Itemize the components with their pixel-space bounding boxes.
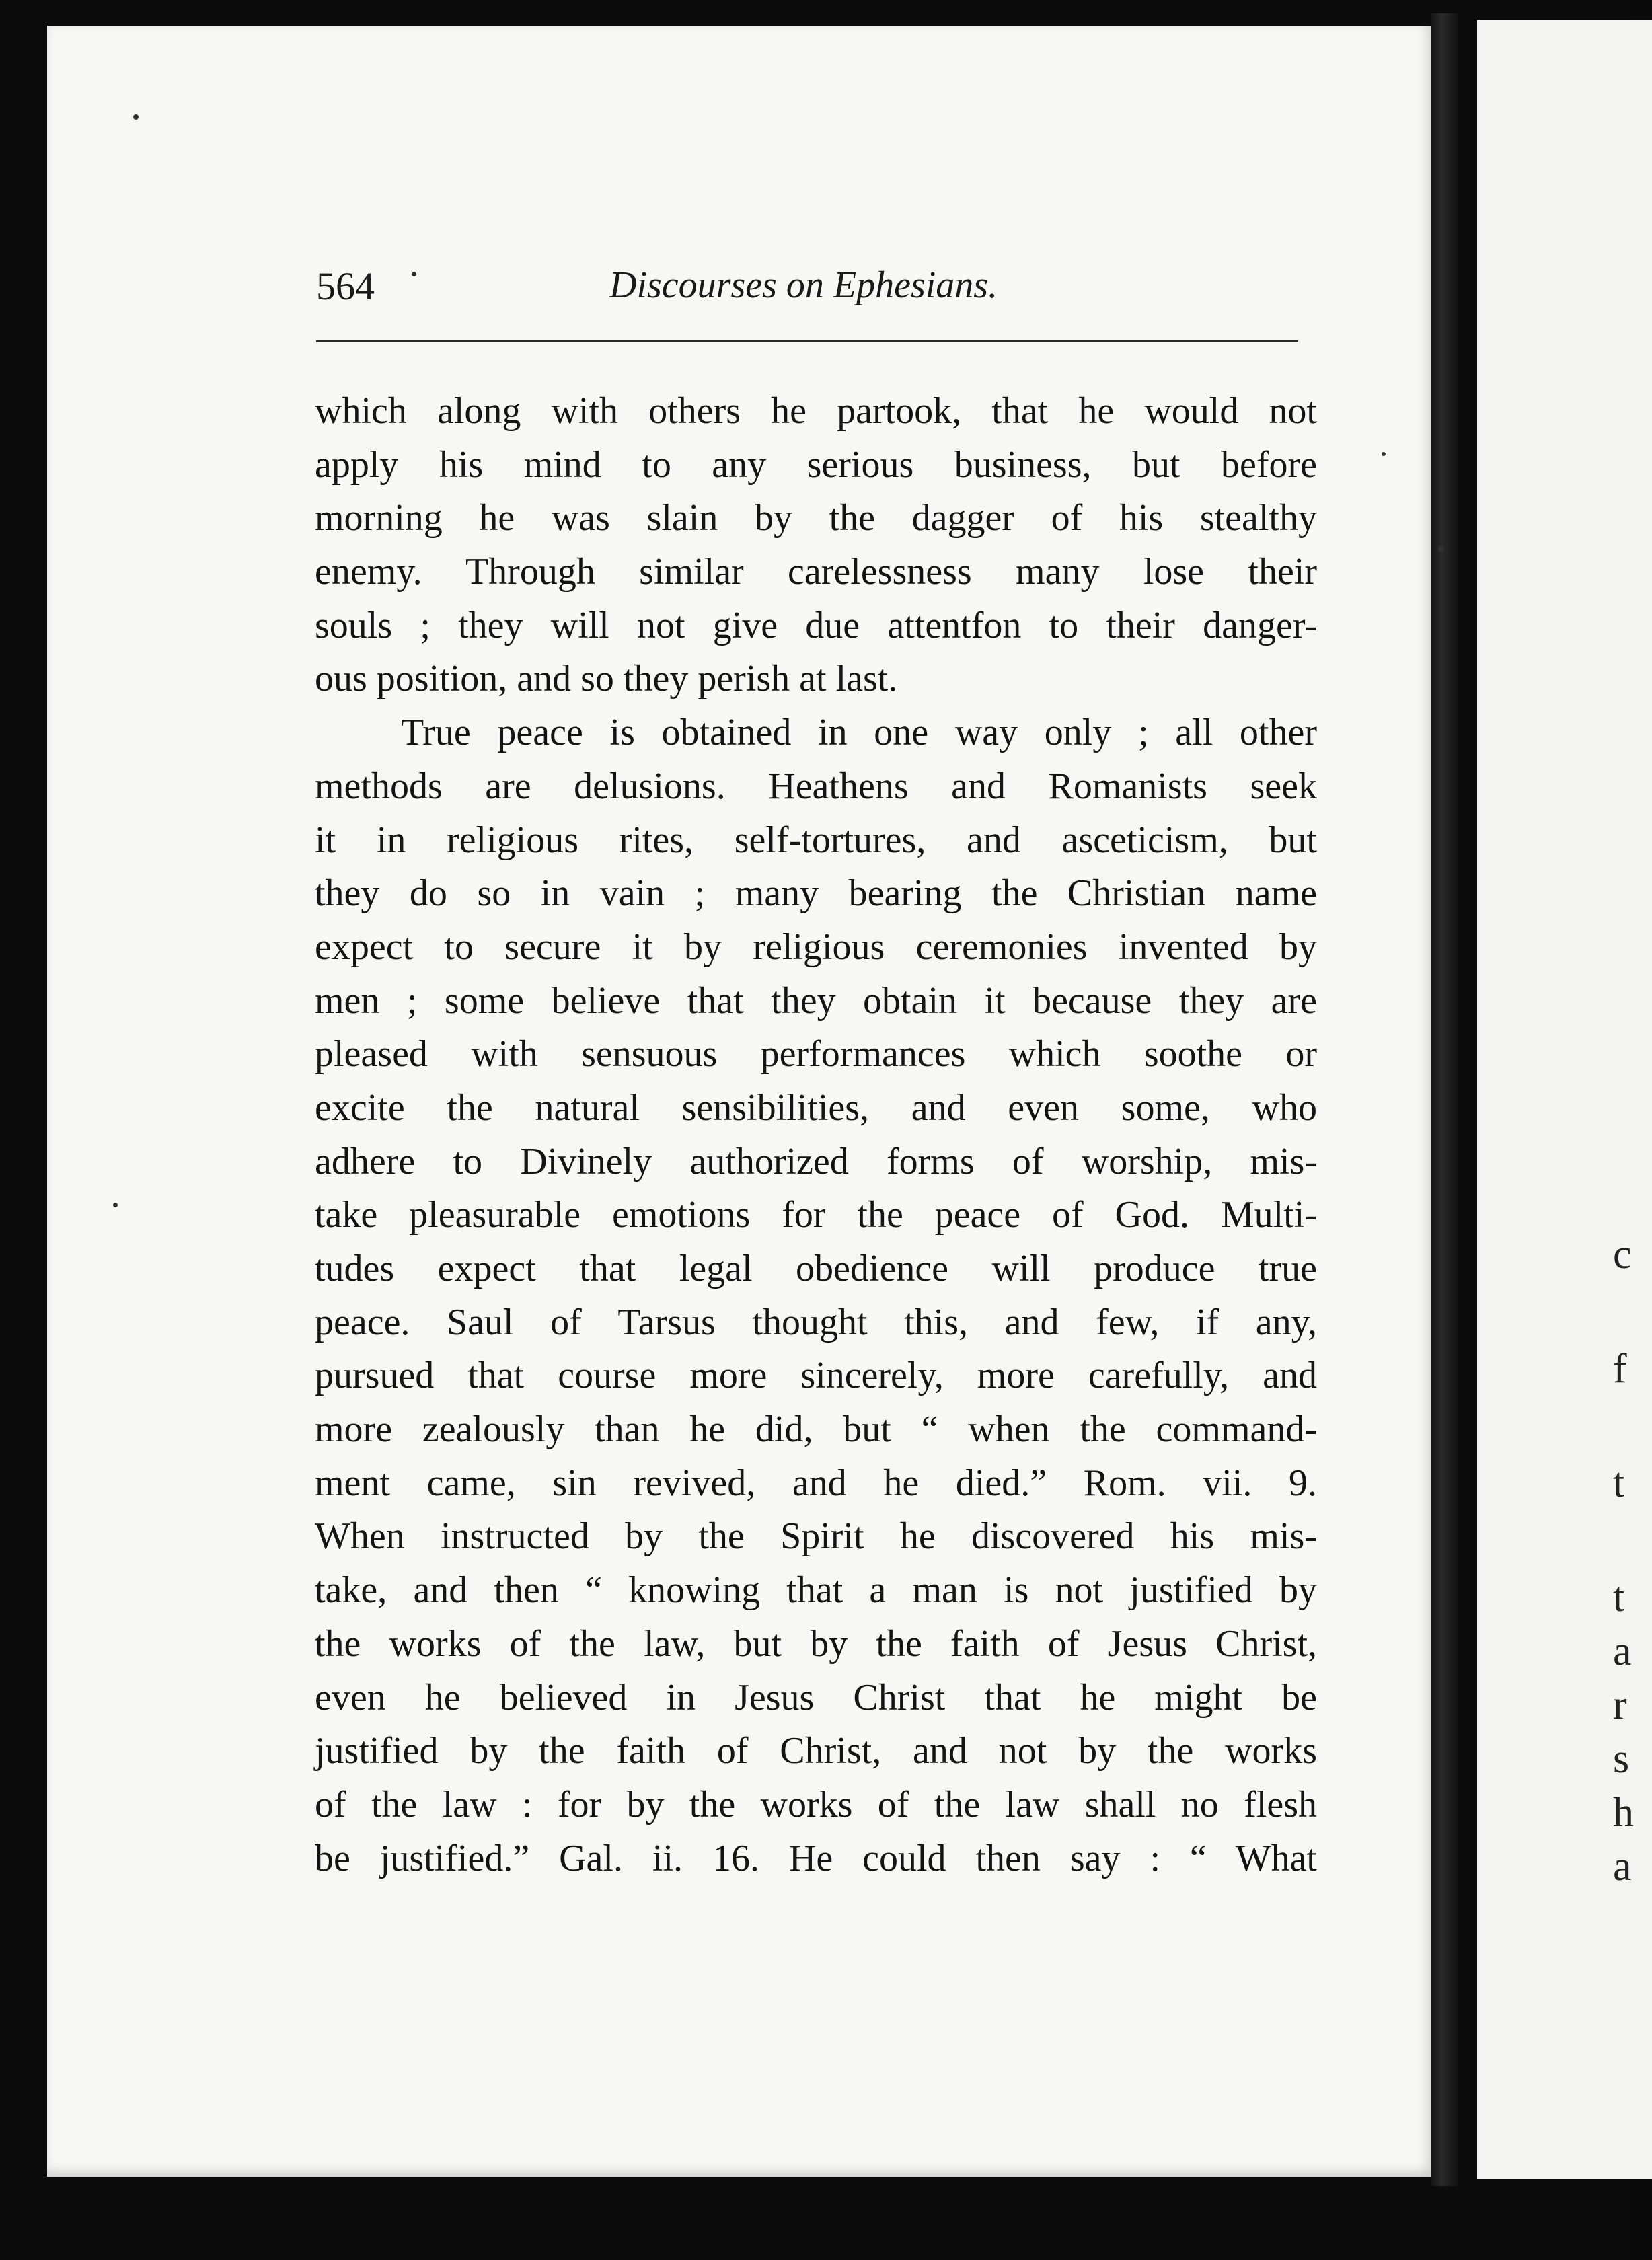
scan-speck	[113, 1203, 118, 1207]
text-line: men ; some believe that they obtain it because they are	[315, 979, 1317, 1022]
text-line: take pleasurable emotions for the peace of God. Multi-	[315, 1194, 1317, 1236]
facing-page-fragment: f	[1613, 1346, 1627, 1392]
paragraph-2	[315, 706, 1317, 1885]
text-line: the works of the law, but by the faith of Jesus Christ,	[315, 1622, 1317, 1665]
text-line: peace. Saul of Tarsus thought this, and few, if any,	[315, 1301, 1317, 1343]
text-line: of the law : for by the works of the law shall no flesh	[315, 1783, 1317, 1825]
text-line: they do so in vain ; many bearing the Christian name	[315, 872, 1317, 915]
scan-speck	[1382, 452, 1386, 456]
text-line: excite the natural sensibilities, and even some, who	[315, 1086, 1317, 1129]
body-text	[315, 385, 1317, 1885]
text-line: ment came, sin revived, and he died.” Rom. vii. 9.	[315, 1462, 1317, 1504]
facing-page-fragment: s	[1613, 1736, 1630, 1782]
paragraph-1	[315, 385, 1317, 706]
scan-speck	[133, 114, 139, 120]
scan-speck	[1438, 546, 1443, 552]
text-line: more zealously than he did, but “ when the command-	[315, 1408, 1317, 1451]
text-line: justified by the faith of Christ, and not by the works	[315, 1730, 1317, 1772]
text-line: be justified.” Gal. ii. 16. He could then say : “ What	[315, 1837, 1317, 1879]
page-gutter-shadow	[1431, 13, 1458, 2186]
text-line: morning he was slain by the dagger of his stealthy	[315, 497, 1317, 539]
text-line: which along with others he partook, that he would not	[315, 390, 1317, 432]
text-line: tudes expect that legal obedience will produce true	[315, 1248, 1317, 1289]
facing-page-fragment: a	[1613, 1844, 1632, 1889]
text-line: methods are delusions. Heathens and Romanists seek	[315, 765, 1317, 807]
scan-speck	[412, 272, 416, 276]
facing-page-fragment: c	[1613, 1232, 1632, 1277]
text-line: When instructed by the Spirit he discovered his mis-	[315, 1515, 1317, 1558]
text-line: enemy. Through similar carelessness many lose their	[315, 551, 1317, 593]
page-header	[316, 264, 1305, 324]
running-title: Discourses on Ephesians.	[609, 264, 998, 306]
facing-page-fragment: a	[1613, 1628, 1632, 1674]
text-line: adhere to Divinely authorized forms of worship, mis-	[315, 1140, 1317, 1182]
header-rule	[316, 340, 1298, 342]
facing-page-fragment: r	[1613, 1682, 1627, 1728]
text-line: apply his mind to any serious business, but before	[315, 443, 1317, 486]
text-line: even he believed in Jesus Christ that he might be	[315, 1676, 1317, 1719]
text-line: take, and then “ knowing that a man is not justified by	[315, 1569, 1317, 1612]
page-number: 564	[316, 264, 375, 308]
text-line: pleased with sensuous performances which soothe or	[315, 1033, 1317, 1076]
text-line: ous position, and so they perish at last.	[315, 658, 898, 700]
facing-page-fragment: t	[1613, 1575, 1625, 1620]
facing-page-fragment: h	[1613, 1790, 1634, 1836]
text-line: it in religious rites, self-tortures, and asceticism, but	[315, 819, 1317, 861]
text-line: expect to secure it by religious ceremonies invented by	[315, 926, 1317, 968]
text-line: souls ; they will not give due attentfon to their danger-	[315, 604, 1317, 646]
facing-page-fragment: t	[1613, 1460, 1625, 1506]
text-line: True peace is obtained in one way only ; all other	[401, 712, 1317, 754]
text-line: pursued that course more sincerely, more carefully, and	[315, 1355, 1317, 1397]
